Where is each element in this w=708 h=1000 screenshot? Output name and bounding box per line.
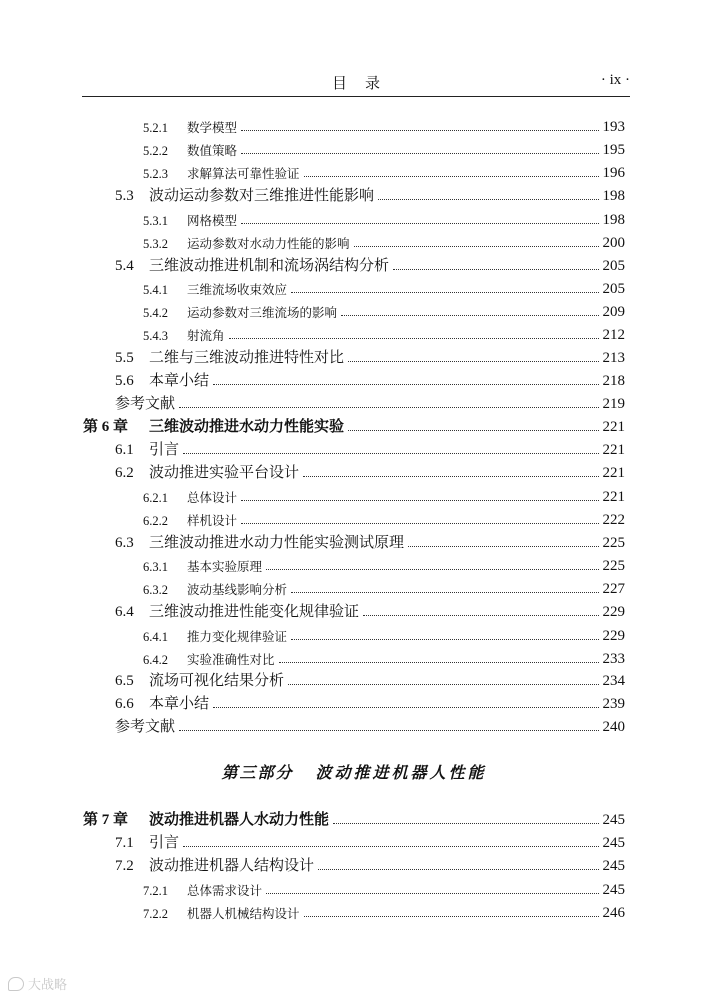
- toc-entry-title: 引言: [149, 833, 180, 851]
- toc-entry-title: 三维波动推进性能变化规律验证: [149, 602, 360, 620]
- toc-entry-number: 7.2.1: [143, 884, 168, 898]
- toc-entry-page: 227: [602, 581, 625, 597]
- toc-entry-title: 总体设计: [187, 490, 238, 505]
- toc-chapter-entry: [83, 807, 625, 829]
- toc-leader-dots: [241, 223, 598, 224]
- toc-entry-number: 7.2.2: [143, 907, 168, 921]
- toc-entry-title: 三维流场收束效应: [187, 282, 288, 297]
- toc-entry-number: 5.4.3: [143, 329, 168, 343]
- toc-leader-dots: [183, 846, 598, 847]
- toc-entry: [143, 553, 625, 575]
- toc-leader-dots: [229, 338, 599, 339]
- toc-entry-page: 200: [602, 235, 625, 251]
- toc-entry-title: 引言: [149, 440, 180, 458]
- toc-entry-title: 三维波动推进水动力性能实验: [149, 417, 345, 435]
- toc-leader-dots: [241, 153, 598, 154]
- toc-entry-title: 二维与三维波动推进特性对比: [149, 348, 345, 366]
- toc-leader-dots: [341, 315, 598, 316]
- toc-entry-number: 6.4.1: [143, 630, 168, 644]
- toc-entry-number: 6.4: [115, 604, 134, 620]
- toc-entry-number: 6.6: [115, 696, 134, 712]
- toc-entry-number: 5.4.2: [143, 306, 168, 320]
- toc-entry-page: 218: [602, 373, 625, 389]
- toc-entry-page: 245: [602, 858, 625, 874]
- toc-entry-page: 221: [602, 489, 625, 505]
- toc-entry-number: 6.3.1: [143, 560, 168, 574]
- toc-leader-dots: [348, 361, 598, 362]
- toc-entry-page: 225: [602, 558, 625, 574]
- toc-entry: [143, 623, 625, 645]
- toc-entry-page: 213: [602, 350, 625, 366]
- toc-entry: [115, 668, 625, 690]
- toc-leader-dots: [241, 500, 598, 501]
- toc-entry-number: 6.3.2: [143, 583, 168, 597]
- toc-entry-title: 数学模型: [187, 120, 238, 135]
- toc-entry-number: 5.4: [115, 258, 134, 274]
- toc-entry-number: 7.2: [115, 858, 134, 874]
- toc-leader-dots: [348, 430, 598, 431]
- toc-entry-page: 234: [602, 673, 625, 689]
- toc-leader-dots: [318, 869, 598, 870]
- toc-leader-dots: [266, 893, 598, 894]
- toc-entry-page: 193: [602, 119, 625, 135]
- toc-entry-page: 245: [602, 812, 625, 828]
- toc-leader-dots: [291, 592, 598, 593]
- toc-entry-page: 245: [602, 882, 625, 898]
- toc-leader-dots: [241, 523, 598, 524]
- toc-entry-title: 基本实验原理: [187, 559, 263, 574]
- toc-entry-page: 233: [602, 651, 625, 667]
- toc-entry-number: 6.2.2: [143, 514, 168, 528]
- toc-entry-page: 221: [602, 419, 625, 435]
- toc-entry-title: 运动参数对水动力性能的影响: [187, 236, 350, 251]
- toc-leader-dots: [288, 684, 598, 685]
- toc-entry-number: 6.5: [115, 673, 134, 689]
- toc-entry-number: 5.3.1: [143, 214, 168, 228]
- toc-entry-number: 5.4.1: [143, 283, 168, 297]
- part-heading: [0, 760, 708, 783]
- part-title: 波动推进机器人性能: [315, 763, 487, 782]
- toc-entry-title: 射流角: [187, 328, 225, 343]
- toc-entry-title: 流场可视化结果分析: [149, 671, 285, 689]
- toc-entry-page: 240: [602, 719, 625, 735]
- toc-entry-page: 225: [602, 535, 625, 551]
- toc-leader-dots: [241, 130, 598, 131]
- toc-entry-page: 221: [602, 465, 625, 481]
- toc-leader-dots: [354, 246, 599, 247]
- watermark-text: 大战略: [28, 978, 68, 993]
- toc-entry: [143, 137, 625, 159]
- toc-entry: [115, 691, 625, 713]
- toc-entry-title: 波动推进机器人结构设计: [149, 856, 315, 874]
- toc-leader-dots: [183, 453, 598, 454]
- toc-entry-number: 第 7 章: [83, 812, 129, 828]
- toc-leader-dots: [279, 662, 599, 663]
- toc-entry-number: 6.2: [115, 465, 134, 481]
- toc-entry: [143, 646, 625, 668]
- toc-leader-dots: [266, 569, 598, 570]
- toc-leader-dots: [333, 823, 598, 824]
- toc-entry-page: 219: [602, 396, 625, 412]
- toc-entry-title: 波动推进机器人水动力性能: [149, 810, 330, 828]
- toc-entry-title: 样机设计: [187, 513, 238, 528]
- toc-entry-number: 5.3: [115, 188, 134, 204]
- toc-entry: [115, 368, 625, 390]
- toc-entry-title: 求解算法可靠性验证: [187, 166, 300, 181]
- watermark: [8, 974, 67, 993]
- toc-entry-page: 195: [602, 142, 625, 158]
- toc-leader-dots: [291, 292, 598, 293]
- toc-entry-page: 221: [602, 442, 625, 458]
- toc-entry-number: 6.2.1: [143, 491, 168, 505]
- toc-entry-number: 7.1: [115, 835, 134, 851]
- toc-entry-page: 239: [602, 696, 625, 712]
- toc-entry: [143, 877, 625, 899]
- toc-entry-title: 本章小结: [149, 694, 210, 712]
- toc-entry: [115, 460, 625, 482]
- toc-entry: [115, 714, 625, 736]
- toc-leader-dots: [213, 384, 598, 385]
- toc-entry-title: 三维波动推进机制和流场涡结构分析: [149, 256, 390, 274]
- toc-leader-dots: [179, 730, 598, 731]
- toc-entry-page: 196: [602, 165, 625, 181]
- toc-leader-dots: [393, 269, 598, 270]
- toc-entry-page: 209: [602, 304, 625, 320]
- toc-entry-number: 5.5: [115, 350, 134, 366]
- toc-entry-number: 第 6 章: [83, 419, 129, 435]
- toc-leader-dots: [378, 199, 598, 200]
- toc-entry: [143, 230, 625, 252]
- toc-leader-dots: [408, 546, 598, 547]
- toc-leader-dots: [303, 476, 598, 477]
- toc-entry: [115, 437, 625, 459]
- toc-entry: [143, 276, 625, 298]
- toc-entry-title: 波动基线影响分析: [187, 582, 288, 597]
- toc-entry-title: 总体需求设计: [187, 883, 263, 898]
- toc-entry-title: 网格模型: [187, 213, 238, 228]
- toc-leader-dots: [213, 707, 598, 708]
- toc-entry-title: 波动推进实验平台设计: [149, 463, 300, 481]
- toc-entry: [115, 391, 625, 413]
- toc-entry-page: 212: [602, 327, 625, 343]
- toc-entry-number: 5.2.3: [143, 167, 168, 181]
- toc-entry-page: 205: [602, 281, 625, 297]
- toc-entry-page: 222: [602, 512, 625, 528]
- toc-entry: [143, 576, 625, 598]
- toc-entry-page: 246: [602, 905, 625, 921]
- toc-entry: [143, 299, 625, 321]
- chat-bubble-icon: [8, 977, 24, 991]
- toc-entry-page: 198: [602, 188, 625, 204]
- toc-entry-page: 245: [602, 835, 625, 851]
- toc-leader-dots: [304, 916, 599, 917]
- toc-entry: [143, 322, 625, 344]
- toc-leader-dots: [291, 639, 598, 640]
- toc-entry-title: 机器人机械结构设计: [187, 906, 300, 921]
- toc-entry-title: 实验准确性对比: [187, 652, 275, 667]
- toc-entry: [115, 599, 625, 621]
- toc-entry: [143, 507, 625, 529]
- toc-leader-dots: [304, 176, 599, 177]
- toc-entry-number: 5.2.2: [143, 144, 168, 158]
- toc-entry: [115, 345, 625, 367]
- toc-entry-page: 205: [602, 258, 625, 274]
- toc-entry-number: 5.6: [115, 373, 134, 389]
- toc-entry: [115, 830, 625, 852]
- header-page-number: · ix ·: [600, 72, 630, 88]
- toc-chapter-entry: [83, 414, 625, 436]
- toc-entry: [143, 160, 625, 182]
- part-label: 第三部分: [221, 763, 294, 782]
- toc-leader-dots: [179, 407, 598, 408]
- toc-entry: [115, 853, 625, 875]
- toc-entry: [143, 207, 625, 229]
- toc-entry-page: 229: [602, 604, 625, 620]
- toc-entry-number: 6.3: [115, 535, 134, 551]
- toc-entry-number: 5.2.1: [143, 121, 168, 135]
- toc-entry-title: 数值策略: [187, 143, 238, 158]
- header-title: 目录: [331, 74, 398, 92]
- toc-entry: [115, 530, 625, 552]
- toc-entry-title: 推力变化规律验证: [187, 629, 288, 644]
- toc-entry-number: 5.3.2: [143, 237, 168, 251]
- toc-leader-dots: [363, 615, 598, 616]
- toc-entry: [143, 114, 625, 136]
- toc-entry-title: 波动运动参数对三维推进性能影响: [149, 186, 375, 204]
- toc-entry-page: 229: [602, 628, 625, 644]
- toc-entry-title: 参考文献: [115, 717, 176, 735]
- toc-entry-title: 运动参数对三维流场的影响: [187, 305, 338, 320]
- toc-entry-page: 198: [602, 212, 625, 228]
- toc-entry: [143, 900, 625, 922]
- toc-entry-title: 参考文献: [115, 394, 176, 412]
- toc-entry-title: 三维波动推进水动力性能实验测试原理: [149, 533, 405, 551]
- toc-entry-number: 6.4.2: [143, 653, 168, 667]
- toc-entry: [143, 484, 625, 506]
- toc-entry-title: 本章小结: [149, 371, 210, 389]
- toc-entry-number: 6.1: [115, 442, 134, 458]
- toc-entry: [115, 183, 625, 205]
- toc-entry: [115, 253, 625, 275]
